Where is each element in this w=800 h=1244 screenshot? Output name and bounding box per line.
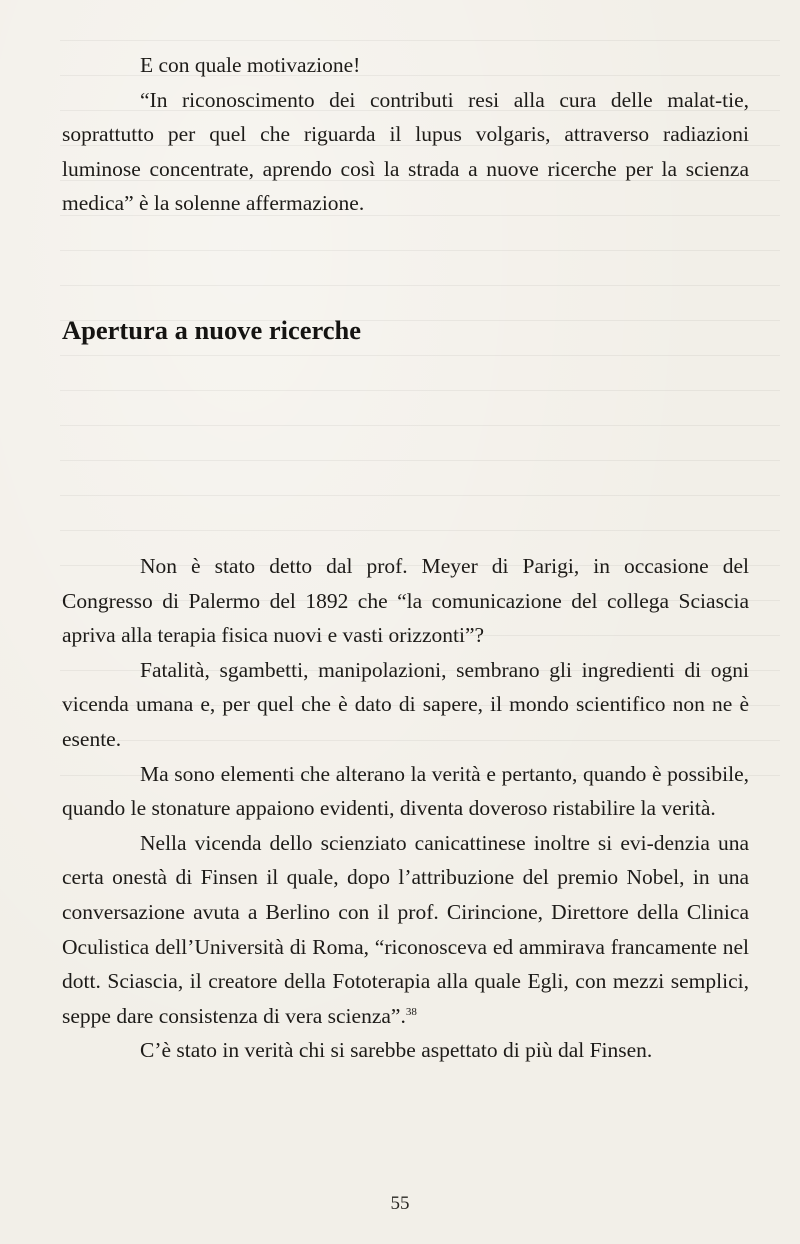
paragraph-finsen (62, 826, 749, 1034)
footnote-marker: 38 (405, 1005, 417, 1018)
paragraph-fatalita: Fatalità, sgambetti, manipolazioni, sembrano gli ingredienti di ogni vicenda umana e, per quel che è dato di sapere, il mondo scientifico non ne è esente. (62, 657, 749, 751)
paragraph-aspettato: C’è stato in verità chi si sarebbe aspettato di più dal Finsen. (140, 1038, 653, 1063)
page-number: 55 (390, 1193, 410, 1214)
paragraph-meyer: Non è stato detto dal prof. Meyer di Parigi, in occasione del Congresso di Palermo del 1892 che “la comunicazione del collega Sciascia apriva alla terapia fisica nuovi e vasti orizzonti”? (62, 554, 749, 648)
intro-quote-paragraph: “In riconoscimento dei contributi resi alla cura delle malat-tie, soprattutto per quel che riguarda il lupus volgaris, attraverso radiazioni luminose concentrate, aprendo così la strada a nuove ricerche per la scienza medica” è la solenne affermazione. (62, 87, 749, 216)
intro-block (62, 48, 749, 221)
body-block (62, 549, 749, 1068)
paragraph-finsen-text: Nella vicenda dello scienziato canicattinese inoltre si evi-denzia una certa onestà di Finsen il quale, dopo l’attribuzione del premio Nobel, in una conversazione avuta a Berlino con il prof. Cirincione, Direttore della Clinica Oculistica dell’Università di Roma, “riconosceva ed ammirava francamente nel dott. Sciascia, il creatore della Fototerapia alla quale Egli, con mezzi semplici, seppe dare consistenza di vera scienza”. (62, 830, 749, 1028)
section-heading: Apertura a nuove ricerche (62, 315, 362, 345)
paragraph-verita: Ma sono elementi che alterano la verità e pertanto, quando è possibile, quando le stonature appaiono evidenti, diventa doveroso ristabilire la verità. (62, 761, 749, 821)
intro-line: E con quale motivazione! (140, 53, 361, 77)
